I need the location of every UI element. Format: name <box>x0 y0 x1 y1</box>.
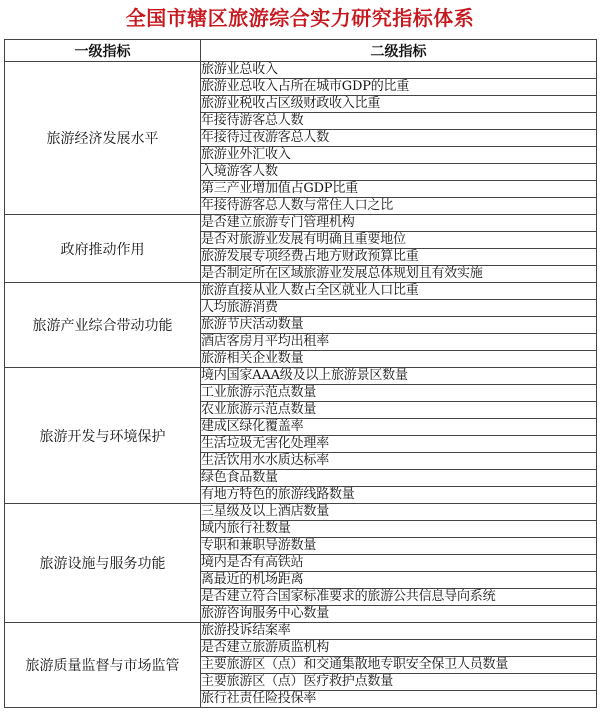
indicator-cell: 旅游直接从业人数占全区就业人口比重 <box>201 283 597 300</box>
indicator-cell: 年接待游客总人数与常住人口之比 <box>201 198 597 215</box>
category-cell: 旅游产业综合带动功能 <box>5 283 201 368</box>
header-level1: 一级指标 <box>5 40 201 62</box>
category-cell: 旅游经济发展水平 <box>5 62 201 215</box>
indicator-cell: 人均旅游消费 <box>201 300 597 317</box>
indicator-cell: 旅游业总收入占所在城市GDP的比重 <box>201 79 597 96</box>
category-cell: 政府推动作用 <box>5 215 201 283</box>
indicator-cell: 旅游业总收入 <box>201 62 597 79</box>
indicator-cell: 是否制定所在区域旅游业发展总体规划且有效实施 <box>201 266 597 283</box>
table-row <box>5 215 597 232</box>
header-level2: 二级指标 <box>201 40 597 62</box>
indicator-cell: 境内国家AAA级及以上旅游景区数量 <box>201 368 597 385</box>
indicator-cell: 旅游发展专项经费占地方财政预算比重 <box>201 249 597 266</box>
indicator-table <box>4 39 597 708</box>
category-cell: 旅游设施与服务功能 <box>5 504 201 623</box>
indicator-cell: 是否建立旅游专门管理机构 <box>201 215 597 232</box>
indicator-cell: 旅游业外汇收入 <box>201 147 597 164</box>
indicator-cell: 专职和兼职导游数量 <box>201 538 597 555</box>
table-row <box>5 368 597 385</box>
indicator-cell: 绿色食品数量 <box>201 470 597 487</box>
indicator-cell: 旅行社责任险投保率 <box>201 691 597 708</box>
table-row <box>5 623 597 640</box>
indicator-cell: 旅游投诉结案率 <box>201 623 597 640</box>
indicator-cell: 农业旅游示范点数量 <box>201 402 597 419</box>
indicator-cell: 旅游业税收占区级财政收入比重 <box>201 96 597 113</box>
indicator-cell: 离最近的机场距离 <box>201 572 597 589</box>
indicator-cell: 域内旅行社数量 <box>201 521 597 538</box>
table-row <box>5 62 597 79</box>
indicator-cell: 年接待过夜游客总人数 <box>201 130 597 147</box>
indicator-cell: 生活饮用水水质达标率 <box>201 453 597 470</box>
indicator-cell: 生活垃圾无害化处理率 <box>201 436 597 453</box>
table-header-row <box>5 40 597 62</box>
indicator-cell: 年接待游客总人数 <box>201 113 597 130</box>
indicator-cell: 是否建立符合国家标准要求的旅游公共信息导向系统 <box>201 589 597 606</box>
indicator-cell: 酒店客房月平均出租率 <box>201 334 597 351</box>
indicator-cell: 入境游客人数 <box>201 164 597 181</box>
indicator-cell: 旅游相关企业数量 <box>201 351 597 368</box>
table-body <box>5 62 597 708</box>
indicator-cell: 旅游节庆活动数量 <box>201 317 597 334</box>
category-cell: 旅游质量监督与市场监管 <box>5 623 201 708</box>
table-row <box>5 283 597 300</box>
indicator-cell: 建成区绿化覆盖率 <box>201 419 597 436</box>
page-title: 全国市辖区旅游综合实力研究指标体系 <box>125 6 475 30</box>
indicator-cell: 第三产业增加值占GDP比重 <box>201 181 597 198</box>
indicator-cell: 境内是否有高铁站 <box>201 555 597 572</box>
indicator-cell: 是否对旅游业发展有明确且重要地位 <box>201 232 597 249</box>
indicator-cell: 工业旅游示范点数量 <box>201 385 597 402</box>
indicator-cell: 有地方特色的旅游线路数量 <box>201 487 597 504</box>
indicator-cell: 主要旅游区（点）和交通集散地专职安全保卫人员数量 <box>201 657 597 674</box>
category-cell: 旅游开发与环境保护 <box>5 368 201 504</box>
indicator-cell: 主要旅游区（点）医疗救护点数量 <box>201 674 597 691</box>
indicator-cell: 是否建立旅游质监机构 <box>201 640 597 657</box>
indicator-cell: 旅游咨询服务中心数量 <box>201 606 597 623</box>
indicator-cell: 三星级及以上酒店数量 <box>201 504 597 521</box>
table-row <box>5 504 597 521</box>
